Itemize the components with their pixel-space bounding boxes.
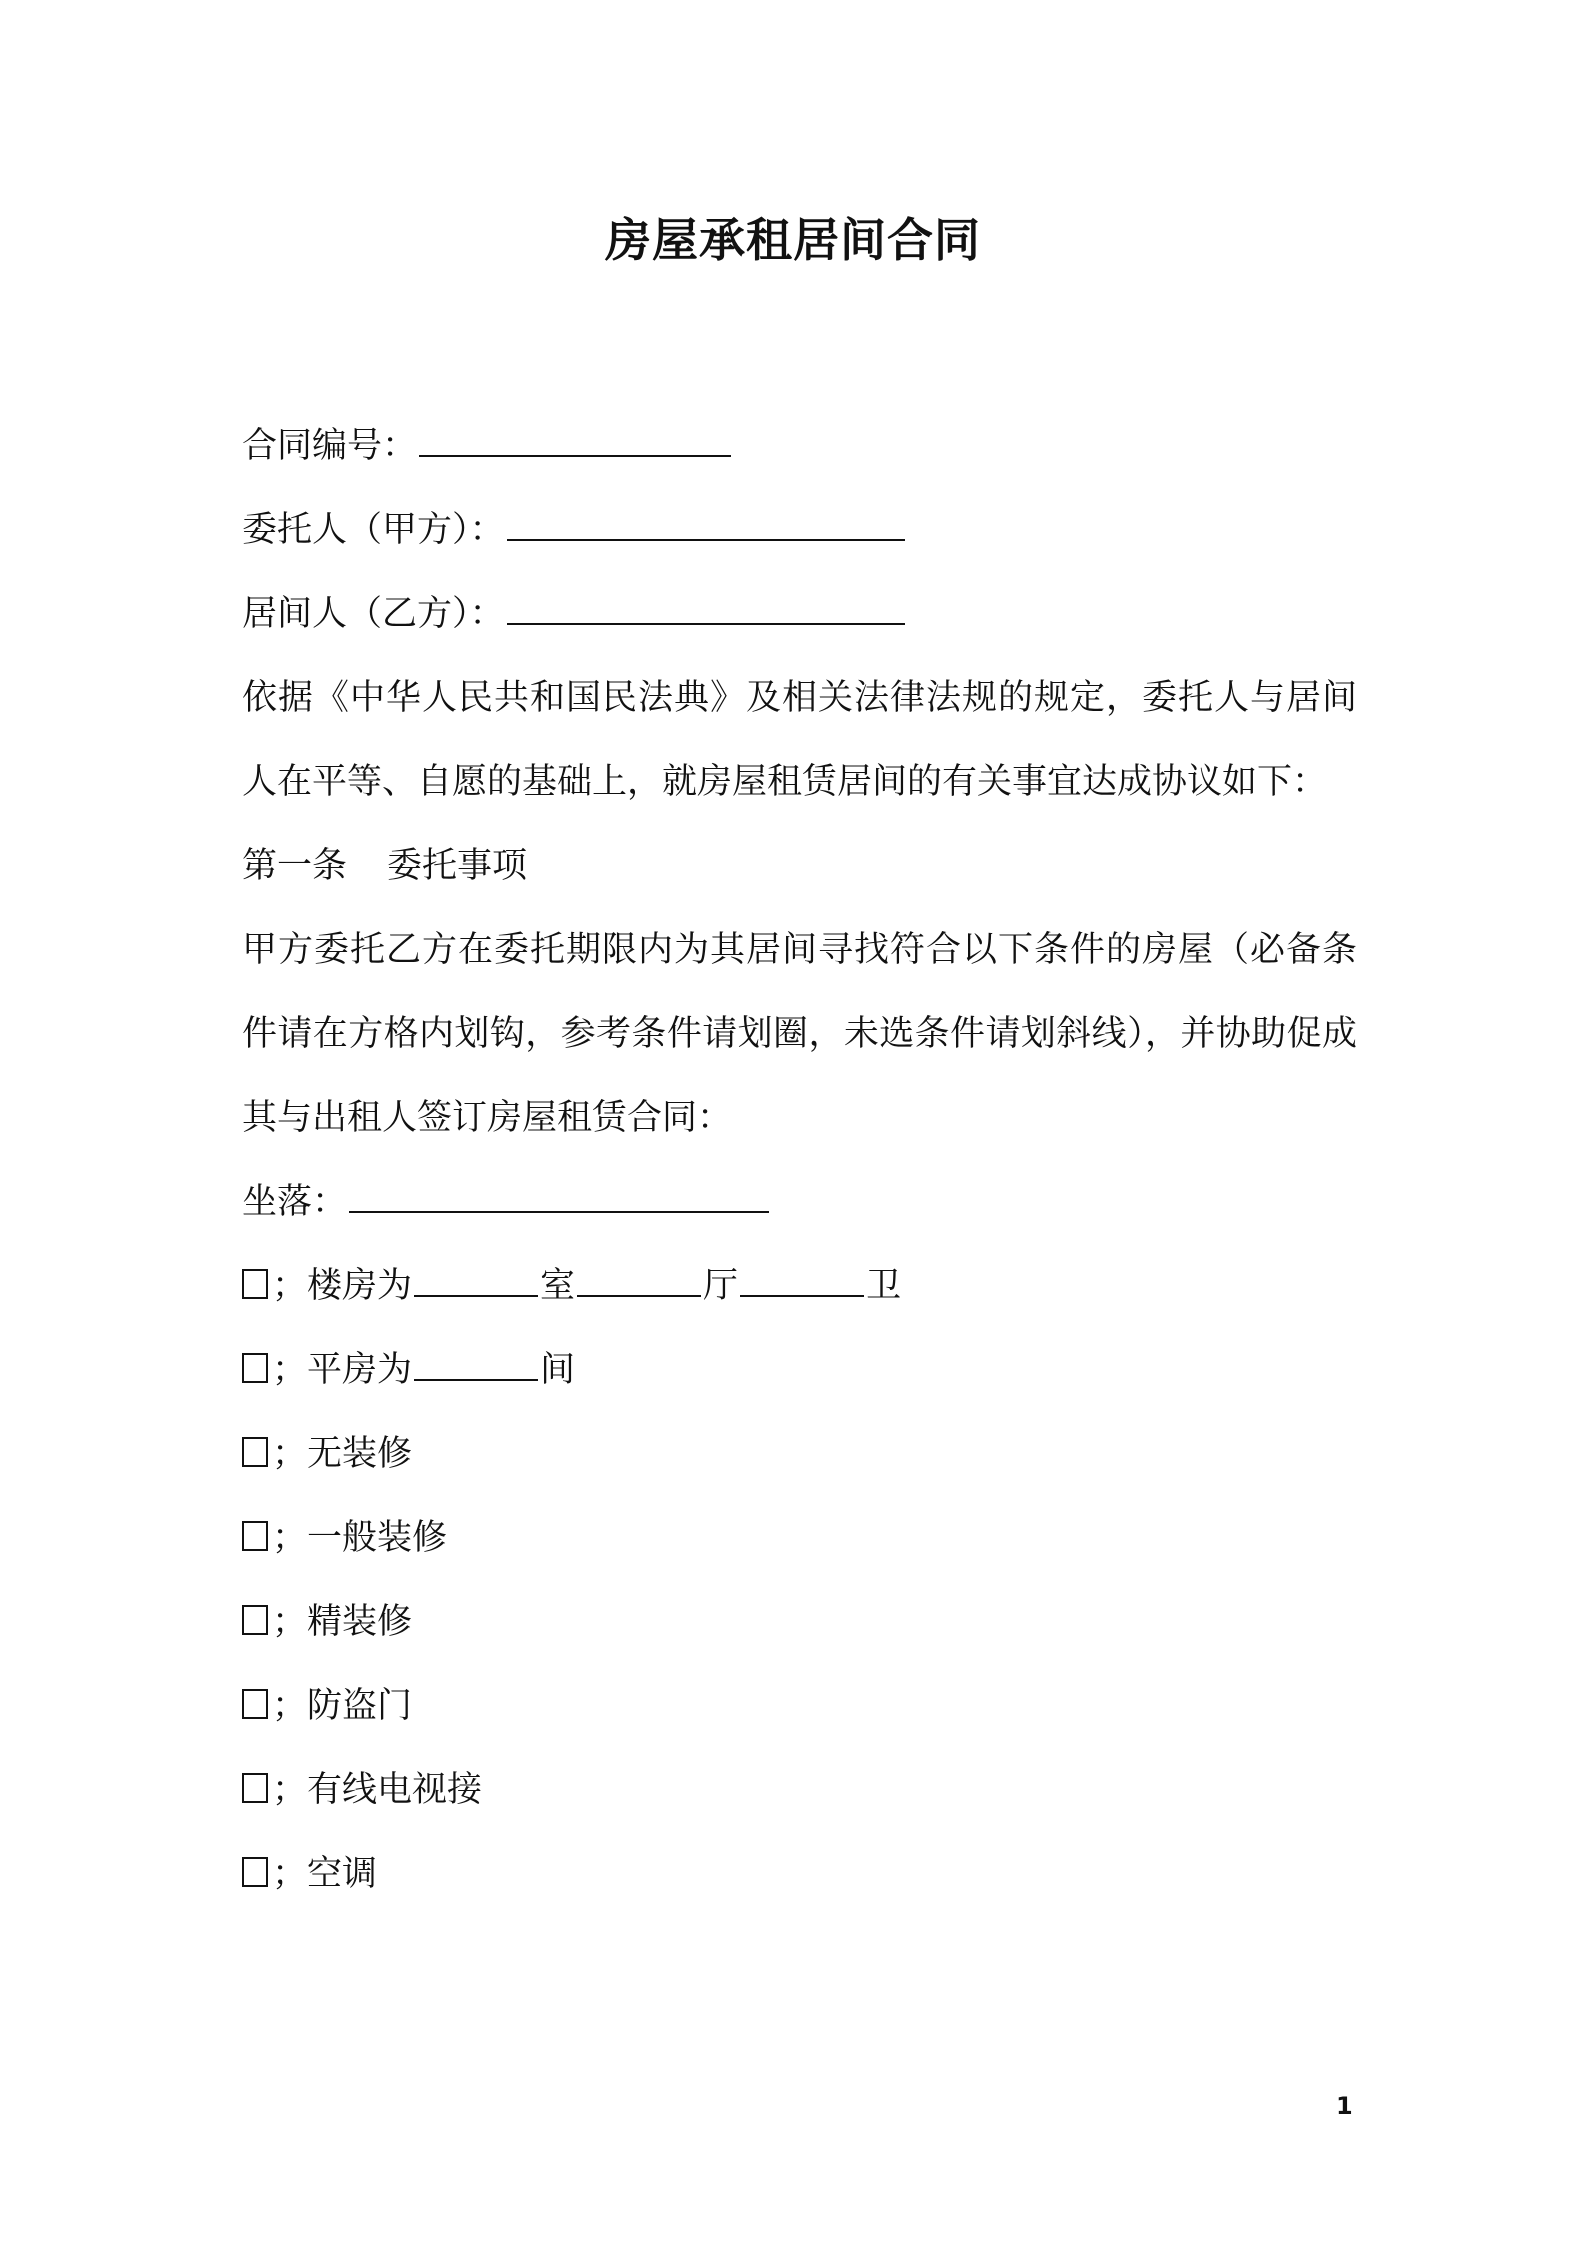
option-checkbox[interactable]: [242, 1689, 268, 1719]
intro-paragraph: 依据《中华人民共和国民法典》及相关法律法规的规定，委托人与居间人在平等、自愿的基础上，就房屋租赁居间的有关事宜达成协议如下：: [242, 678, 1357, 802]
bungalow-item: [242, 1328, 1357, 1412]
apartment-prefix: 楼房为: [307, 1266, 413, 1306]
location-blank[interactable]: [349, 1177, 769, 1213]
contract-number-blank[interactable]: [419, 421, 731, 457]
bungalow-suffix: 间: [540, 1350, 576, 1390]
room-count-blank[interactable]: [414, 1261, 538, 1297]
option-item: [242, 1664, 1357, 1748]
page-number: 1: [1336, 2092, 1353, 2120]
bath-count-blank[interactable]: [740, 1261, 864, 1297]
apartment-item: [242, 1244, 1357, 1328]
option-item: [242, 1496, 1357, 1580]
contract-number-label: 合同编号：: [242, 426, 418, 466]
option-checkbox[interactable]: [242, 1521, 268, 1551]
article-1-heading: [242, 824, 1357, 908]
option-label: 防盗门: [307, 1686, 413, 1726]
option-label: 空调: [307, 1854, 378, 1894]
option-checkbox[interactable]: [242, 1857, 268, 1887]
option-item: [242, 1748, 1357, 1832]
document-title: 房屋承租居间合同: [605, 213, 981, 267]
client-line: [242, 488, 1357, 572]
document-body: [242, 404, 1357, 1916]
option-label: 一般装修: [307, 1518, 448, 1558]
option-checkbox[interactable]: [242, 1773, 268, 1803]
bungalow-room-blank[interactable]: [414, 1345, 538, 1381]
option-item: [242, 1832, 1357, 1916]
item-separator: ；: [272, 1770, 308, 1810]
option-label: 无装修: [307, 1434, 413, 1474]
option-label: 有线电视接: [307, 1770, 483, 1810]
option-label: 精装修: [307, 1602, 413, 1642]
broker-blank[interactable]: [507, 589, 905, 625]
client-label: 委托人（甲方）：: [242, 510, 505, 550]
room-label: 室: [540, 1266, 576, 1306]
item-separator: ；: [272, 1266, 308, 1306]
broker-line: [242, 572, 1357, 656]
option-item: [242, 1412, 1357, 1496]
article-1-title: 委托事项: [387, 846, 528, 886]
option-checkbox[interactable]: [242, 1605, 268, 1635]
client-blank[interactable]: [507, 505, 905, 541]
hall-label: 厅: [703, 1266, 739, 1306]
article-1-number: 第一条: [242, 846, 348, 886]
apartment-checkbox[interactable]: [242, 1269, 268, 1299]
location-line: [242, 1160, 1357, 1244]
article-1-paragraph: 甲方委托乙方在委托期限内为其居间寻找符合以下条件的房屋（必备条件请在方格内划钩，参考条件请划圈，未选条件请划斜线），并协助促成其与出租人签订房屋租赁合同：: [242, 930, 1357, 1138]
item-separator: ；: [272, 1602, 308, 1642]
item-separator: ；: [272, 1854, 308, 1894]
item-separator: ；: [272, 1686, 308, 1726]
broker-label: 居间人（乙方）：: [242, 594, 505, 634]
option-checkbox[interactable]: [242, 1437, 268, 1467]
item-separator: ；: [272, 1434, 308, 1474]
bath-label: 卫: [866, 1266, 902, 1306]
option-item: [242, 1580, 1357, 1664]
location-label: 坐落：: [242, 1182, 348, 1222]
bungalow-checkbox[interactable]: [242, 1353, 268, 1383]
contract-number-line: [242, 404, 1357, 488]
item-separator: ；: [272, 1518, 308, 1558]
item-separator: ；: [272, 1350, 308, 1390]
bungalow-prefix: 平房为: [307, 1350, 413, 1390]
hall-count-blank[interactable]: [577, 1261, 701, 1297]
